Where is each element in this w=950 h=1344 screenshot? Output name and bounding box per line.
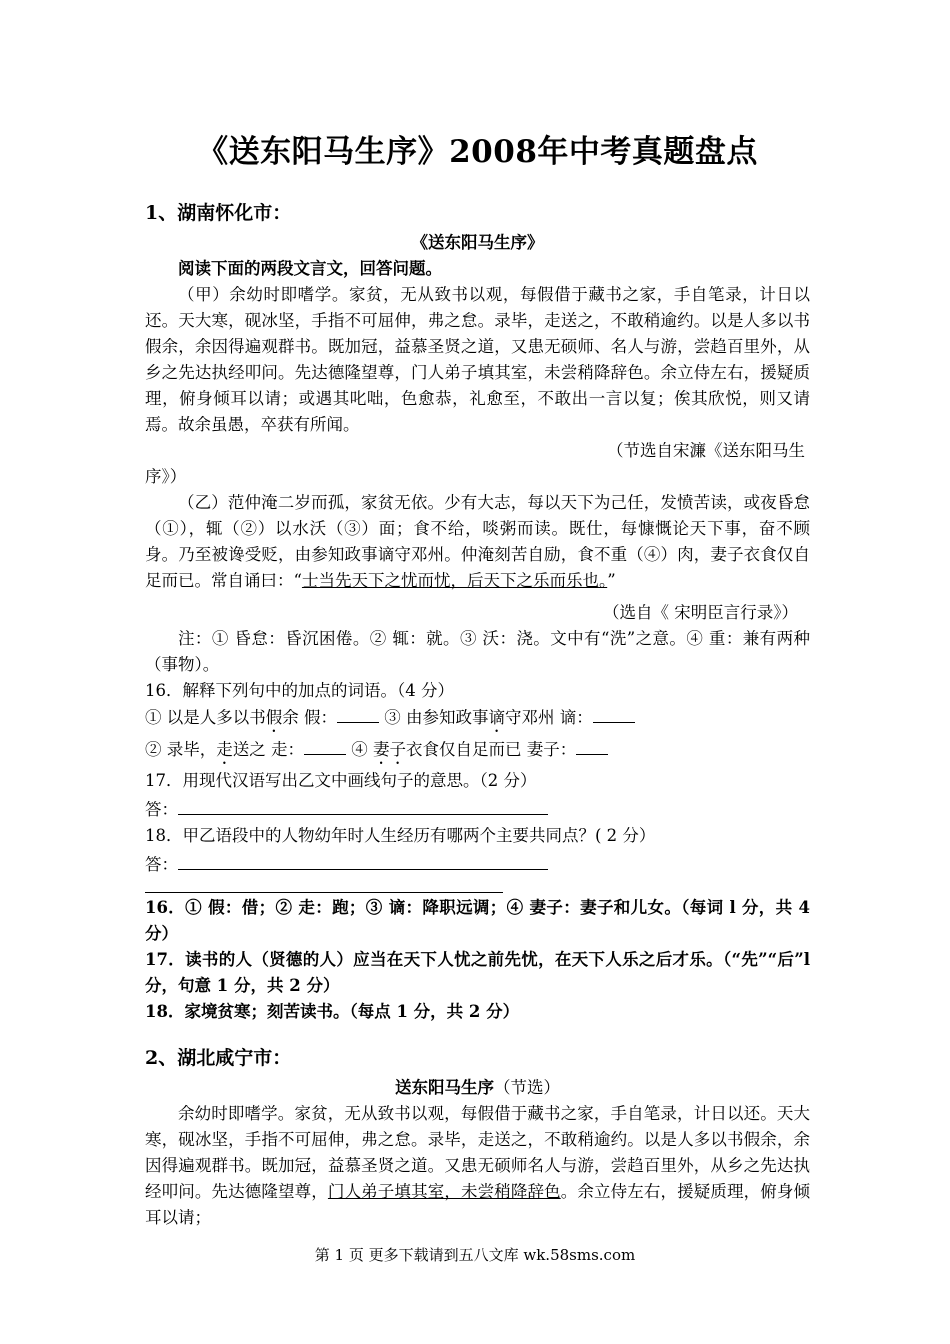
q16-item-4-dotted: 妻子 xyxy=(373,740,406,759)
q16-item-2: ② 录毕， xyxy=(145,740,217,759)
answer-16: 16．① 假：借；② 走：跑；③ 谪：降职远调；④ 妻子：妻子和儿女。（每词 l 分，共 4 分） xyxy=(145,898,810,943)
q16-item-3: ③ 由参知政事 xyxy=(379,708,489,727)
passage-yi-underlined: 士当先天下之忧而忧，后天下之乐而乐也。 xyxy=(301,571,608,590)
section-2-subtitle-title: 送东阳马生序 xyxy=(395,1078,494,1097)
passage-yi-source: （选自《 宋明臣言行录》） xyxy=(603,603,798,622)
annotation-note: 注：① 昏怠：昏沉困倦。② 辄：就。③ 沃：浇。文中有“洗”之意。④ 重：兼有两种（事物）。 xyxy=(145,629,810,674)
answer-17: 17．读书的人（贤德的人）应当在天下人忧之前先忧，在天下人乐之后才乐。（“先”“后”l 分，句意 1 分，共 2 分） xyxy=(145,950,810,995)
passage-jia-source: （节选自宋濂《送东阳马生 xyxy=(607,441,805,460)
question-16-row-1 xyxy=(145,704,810,736)
answer-line[interactable] xyxy=(178,794,548,815)
answer-18: 18．家境贫寒；刻苦读书。（每点 1 分，共 2 分） xyxy=(145,1002,520,1021)
passage-2 xyxy=(112,1101,810,1231)
q16-item-4-rest: 衣食仅自足而已 妻子： xyxy=(406,740,577,759)
passage-jia-source-cont: 序》） xyxy=(145,467,187,486)
question-16: 16．解释下列句中的加点的词语。（4 分） xyxy=(145,681,454,700)
passage-2-underlined: 门人弟子填其室，未尝稍降辞色 xyxy=(327,1182,561,1201)
question-17: 17．用现代汉语写出乙文中画线句子的意思。（2 分） xyxy=(145,771,537,790)
answer-blank-qizi[interactable] xyxy=(576,736,608,755)
page-footer: 第 1 页 更多下载请到五八文库 wk.58sms.com xyxy=(314,1246,636,1264)
q16-item-3-rest: 守邓州 谪： xyxy=(505,708,593,727)
section-1-subtitle: 《送东阳马生序》 xyxy=(411,233,544,252)
passage-jia: （甲）余幼时即嗜学。家贫，无从致书以观，每假借于藏书之家，手自笔录，计日以还。天大寒，砚冰坚，手指不可屈伸，弗之怠。录毕，走送之，不敢稍逾约。以是人多以书假余，余因得遍观群书。既加冠，益慕圣贤之道，又患无硕师、名人与游，尝趋百里外，从乡之先达执经叩问。先达德隆望尊，门人弟子填其室，未尝稍降辞色。余立侍左右，援疑质理，俯身倾耳以请；或遇其叱咄，色愈恭，礼愈至，不敢出一言以复；俟其欣悦，则又请焉。故余虽愚，卒获有所闻。 xyxy=(145,285,810,434)
answer-blank-zhe[interactable] xyxy=(593,704,635,723)
answer-separator-line xyxy=(145,878,503,893)
section-2-heading: 2、湖北咸宁市： xyxy=(145,1047,292,1069)
q16-item-3-dotted: 谪 xyxy=(488,708,505,727)
passage-2-text-end: 。余立侍左右，援疑质理，俯身倾耳以请； xyxy=(145,1182,811,1227)
page-title: 《送东阳马生序》2008年中考真题盘点 xyxy=(197,134,758,170)
section-2-subtitle-note: （节选） xyxy=(494,1078,560,1097)
answer-line-17 xyxy=(145,794,810,823)
passage-yi xyxy=(145,490,810,594)
passage-yi-text: （乙）范仲淹二岁而孤，家贫无依。少有大志，每以天下为己任，发愤苦读，或夜昏怠（①），辄（②）以水沃（③）面；食不给，啖粥而读。既仕，每慷慨论天下事，奋不顾身。乃至被谗受贬，由参知政事谪守邓州。仲淹刻苦自励，食不重（④）肉，妻子衣食仅自足而已。常自诵曰：“ xyxy=(145,493,810,590)
answer-label: 答： xyxy=(145,800,178,819)
passage-2-text: 余幼时即嗜学。家贫，无从致书以观，每假借于藏书之家，手自笔录，计日以还。天大寒，砚冰坚，手指不可屈伸，弗之怠。录毕，走送之，不敢稍逾约。以是人多以书假余，余因得遍观群书。既加冠，益慕圣贤之道。又患无硕师名人与游，尝趋百里外，从乡之先达执经叩问。先达德隆望尊， xyxy=(145,1104,810,1201)
q16-item-2-rest: 送之 走： xyxy=(232,740,304,759)
question-16-row-2 xyxy=(145,736,810,768)
question-18: 18．甲乙语段中的人物幼年时人生经历有哪两个主要共同点？( 2 分） xyxy=(145,826,656,845)
answer-label: 答： xyxy=(145,855,178,874)
q16-item-1-rest: 余 假： xyxy=(282,708,337,727)
section-1-instruction: 阅读下面的两段文言文，回答问题。 xyxy=(178,259,442,278)
section-1-heading: 1、湖南怀化市： xyxy=(145,202,292,224)
q16-item-4: ④ xyxy=(346,740,373,759)
answer-blank-zou[interactable] xyxy=(304,736,346,755)
passage-yi-end: ” xyxy=(607,571,616,590)
document-body xyxy=(145,196,810,1231)
answer-line-18 xyxy=(145,849,810,878)
q16-item-2-dotted: 走 xyxy=(216,740,233,759)
q16-item-1-dotted: 假 xyxy=(265,708,283,727)
q16-item-1: ① 以是人多以书 xyxy=(145,708,266,727)
answer-blank-jia[interactable] xyxy=(337,704,379,723)
section-2-subtitle xyxy=(145,1075,810,1101)
answer-line[interactable] xyxy=(178,849,548,870)
